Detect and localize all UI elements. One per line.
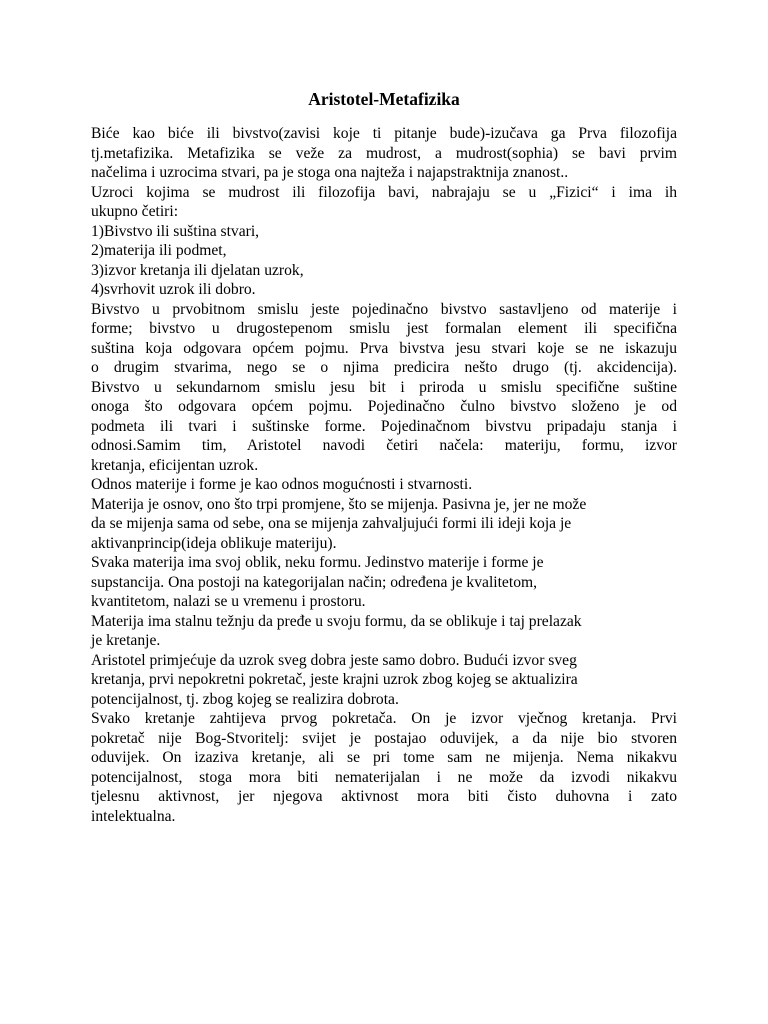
- text-line: kretanja, prvi nepokretni pokretač, jeste krajni uzrok zbog kojeg se aktualizira: [91, 671, 578, 688]
- text-line: 3)izvor kretanja ili djelatan uzrok,: [91, 261, 304, 279]
- text-line: tj.metafizika. Metafizika se veže za mudrost, a mudrost(sophia) se bavi prvim: [91, 144, 677, 162]
- text-line: intelektualna.: [91, 807, 176, 825]
- text-line: suština koja odgovara općem pojmu. Prva bivstva jesu stvari koje se ne iskazuju: [91, 339, 677, 357]
- text-line: odnosi.Samim tim, Aristotel navodi četiri načela: materiju, formu, izvor: [91, 437, 677, 454]
- text-line: potencijalnost, tj. zbog kojeg se realizira dobrota.: [91, 690, 399, 708]
- text-line: Bivstvo u sekundarnom smislu jesu bit i priroda u smislu specifične suštine: [91, 378, 677, 396]
- text-line: forme; bivstvo u drugostepenom smislu jest formalan element ili specifična: [91, 320, 677, 337]
- text-line: Materija ima stalnu težnju da pređe u svoju formu, da se oblikuje i taj prelazak: [91, 612, 582, 630]
- text-line: Materija je osnov, ono što trpi promjene, što se mijenja. Pasivna je, jer ne može: [91, 495, 587, 513]
- text-line: Aristotel primjećuje da uzrok sveg dobra jeste samo dobro. Budući izvor sveg: [91, 651, 577, 669]
- text-line: Svako kretanje zahtijeva prvog pokretača. On je izvor vječnog kretanja. Prvi: [91, 710, 677, 727]
- text-line: Svaka materija ima svoj oblik, neku formu. Jedinstvo materije i forme je: [91, 554, 544, 571]
- text-line: Bivstvo u prvobitnom smislu jeste pojedinačno bivstvo sastavljeno od materije i: [91, 300, 677, 318]
- text-line: podmeta ili tvari i suštinske forme. Pojedinačnom bivstvu pripadaju stanja i: [91, 417, 677, 435]
- text-line: je kretanje.: [91, 632, 161, 649]
- text-line: potencijalnost, stoga mora biti nematerijalan i ne može da izvodi nikakvu: [91, 768, 677, 786]
- text-line: 4)svrhovit uzrok ili dobro.: [91, 281, 256, 298]
- text-line: da se mijenja sama od sebe, ona se mijenja zahvaljujući formi ili ideji koja je: [91, 515, 572, 532]
- document-title: Aristotel-Metafizika: [308, 89, 460, 109]
- text-line: aktivanprincip(ideja oblikuje materiju).: [91, 534, 337, 552]
- text-line: supstancija. Ona postoji na kategorijalan način; određena je kvalitetom,: [91, 573, 538, 591]
- document-body: [91, 124, 677, 826]
- text-line: 2)materija ili podmet,: [91, 242, 227, 259]
- text-line: pokretač nije Bog-Stvoritelj: svijet je postajao oduvijek, a da nije bio stvoren: [91, 729, 677, 747]
- text-line: o drugim stvarima, nego se o njima predicira nešto drugo (tj. akcidencija).: [91, 359, 677, 376]
- text-line: ukupno četiri:: [91, 203, 179, 220]
- text-line: kretanja, eficijentan uzrok.: [91, 456, 259, 474]
- text-line: Biće kao biće ili bivstvo(zavisi koje ti pitanje bude)-izučava ga Prva filozofija: [91, 125, 677, 142]
- text-line: 1)Bivstvo ili suština stvari,: [91, 222, 260, 240]
- text-line: Odnos materije i forme je kao odnos mogućnosti i stvarnosti.: [91, 476, 473, 493]
- text-line: oduvijek. On izaziva kretanje, ali se pri tome sam ne mijenja. Nema nikakvu: [91, 749, 677, 766]
- text-line: Uzroci kojima se mudrost ili filozofija bavi, nabrajaju se u „Fizici“ i ima ih: [91, 183, 677, 201]
- text-line: onoga što odgovara općem pojmu. Pojedinačno čulno bivstvo složeno je od: [91, 398, 677, 415]
- text-line: tjelesnu aktivnost, jer njegova aktivnost mora biti čisto duhovna i zato: [91, 788, 677, 805]
- text-line: kvantitetom, nalazi se u vremenu i prostoru.: [91, 593, 366, 610]
- text-line: načelima i uzrocima stvari, pa je stoga ona najteža i najapstraktnija znanost..: [91, 164, 569, 181]
